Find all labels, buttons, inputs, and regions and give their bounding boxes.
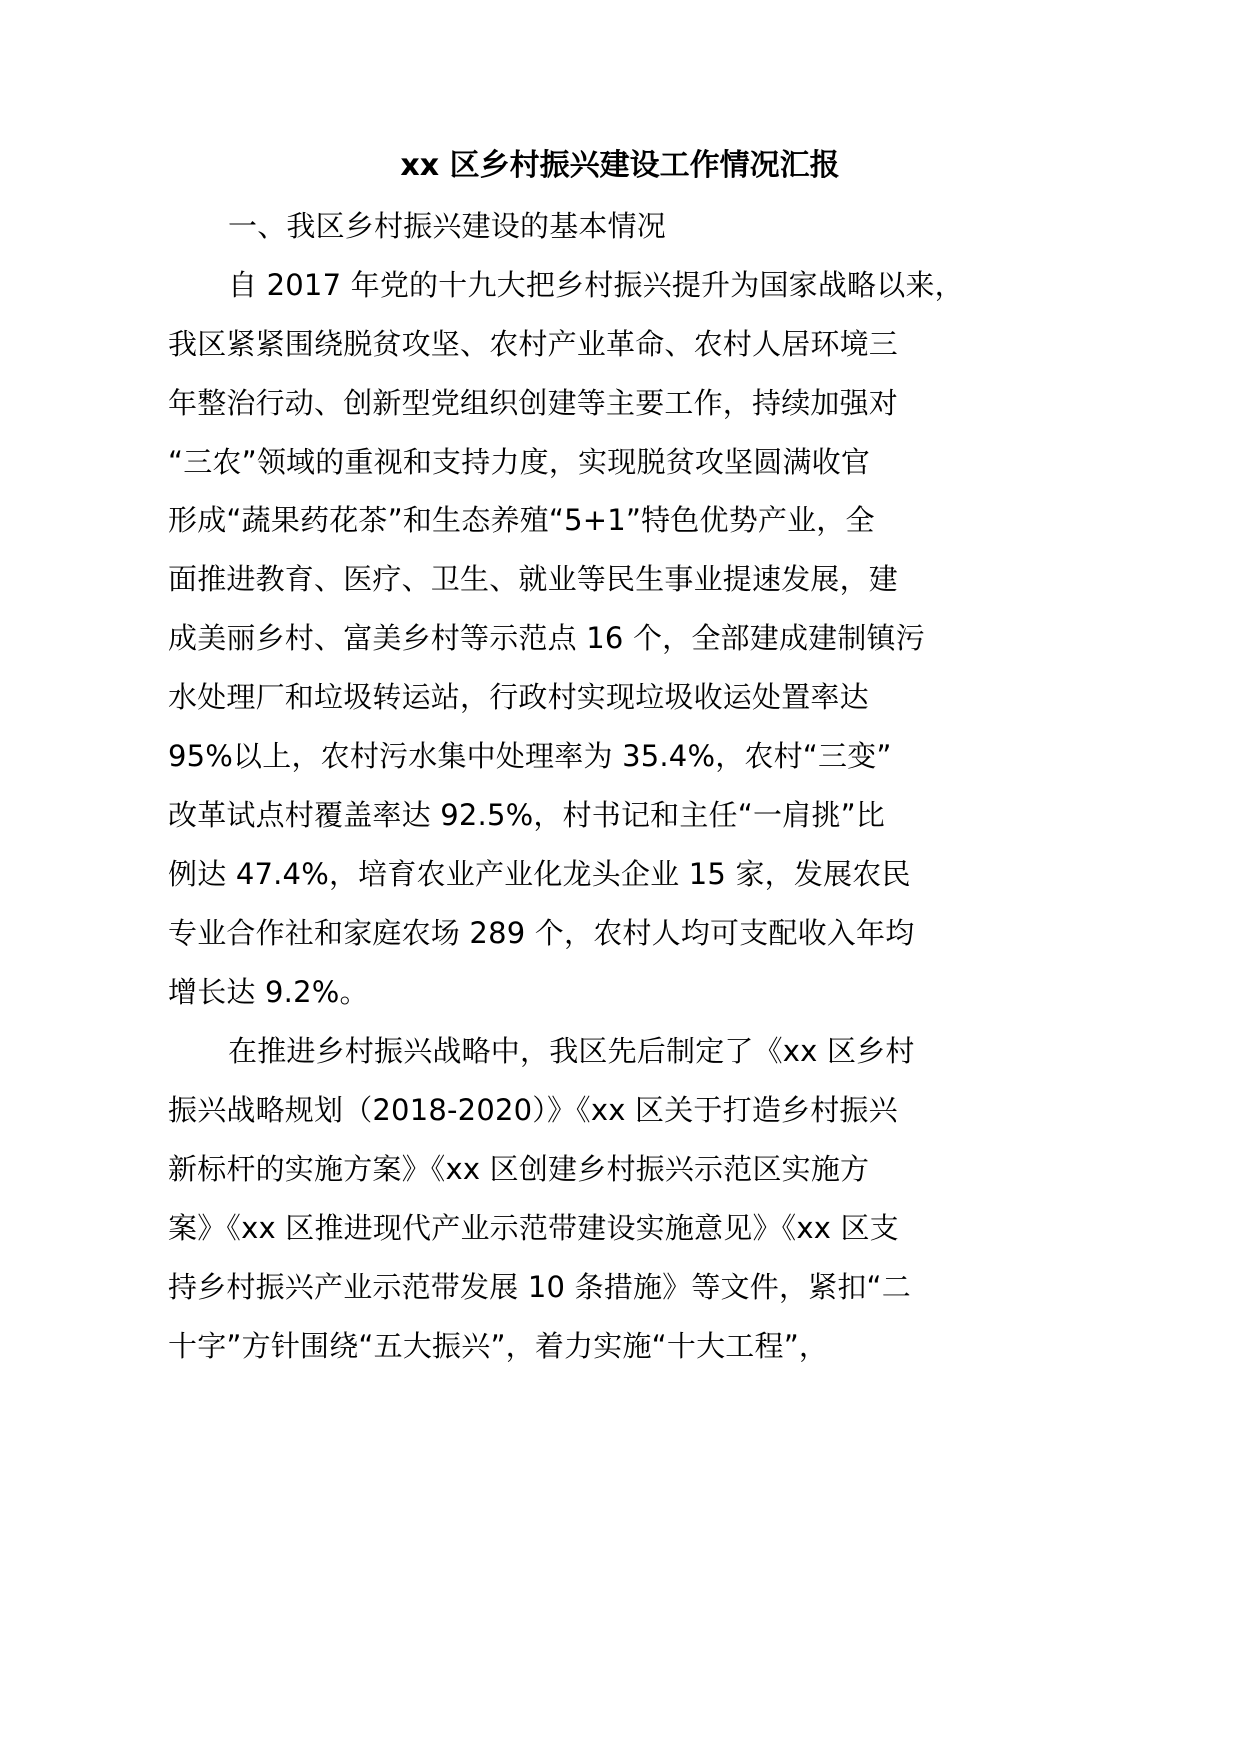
paragraph-1-line-13: 增长达 9.2%。 bbox=[168, 975, 369, 1009]
paragraph-1-line-12: 专业合作社和家庭农场 289 个，农村人均可支配收入年均 bbox=[168, 916, 915, 950]
section-heading: 一、我区乡村振兴建设的基本情况 bbox=[228, 209, 667, 243]
paragraph-2-line-5: 持乡村振兴产业示范带发展 10 条措施》等文件，紧扣“二 bbox=[168, 1270, 911, 1304]
paragraph-1-line-10: 改革试点村覆盖率达 92.5%，村书记和主任“一肩挑”比 bbox=[168, 798, 885, 832]
paragraph-2-line-1: 在推进乡村振兴战略中，我区先后制定了《xx 区乡村 bbox=[228, 1034, 915, 1068]
paragraph-1-line-11: 例达 47.4%，培育农业产业化龙头企业 15 家，发展农民 bbox=[168, 857, 911, 891]
paragraph-1-line-9: 95%以上，农村污水集中处理率为 35.4%，农村“三变” bbox=[168, 739, 892, 773]
paragraph-1-line-2: 我区紧紧围绕脱贫攻坚、农村产业革命、农村人居环境三 bbox=[168, 327, 899, 361]
paragraph-1-line-8: 水处理厂和垃圾转运站，行政村实现垃圾收运处置率达 bbox=[168, 680, 869, 714]
paragraph-2-line-2: 振兴战略规划（2018-2020）》《xx 区关于打造乡村振兴 bbox=[168, 1093, 898, 1127]
paragraph-1-line-7: 成美丽乡村、富美乡村等示范点 16 个，全部建成建制镇污 bbox=[168, 621, 925, 655]
paragraph-2-line-3: 新标杆的实施方案》《xx 区创建乡村振兴示范区实施方 bbox=[168, 1152, 870, 1186]
paragraph-1-line-6: 面推进教育、医疗、卫生、就业等民生事业提速发展，建 bbox=[168, 562, 899, 596]
paragraph-1-line-5: 形成“蔬果药花茶”和生态养殖“5+1”特色优势产业，全 bbox=[168, 503, 875, 537]
document-title: xx 区乡村振兴建设工作情况汇报 bbox=[400, 148, 840, 183]
paragraph-1-line-1: 自 2017 年党的十九大把乡村振兴提升为国家战略以来， bbox=[228, 268, 964, 302]
paragraph-2-line-6: 十字”方针围绕“五大振兴”，着力实施“十大工程”， bbox=[168, 1329, 829, 1363]
paragraph-2-line-4: 案》《xx 区推进现代产业示范带建设实施意见》《xx 区支 bbox=[168, 1211, 899, 1245]
paragraph-1-line-4: “三农”领域的重视和支持力度，实现脱贫攻坚圆满收官 bbox=[168, 445, 871, 479]
paragraph-1-line-3: 年整治行动、创新型党组织创建等主要工作，持续加强对 bbox=[168, 386, 899, 420]
